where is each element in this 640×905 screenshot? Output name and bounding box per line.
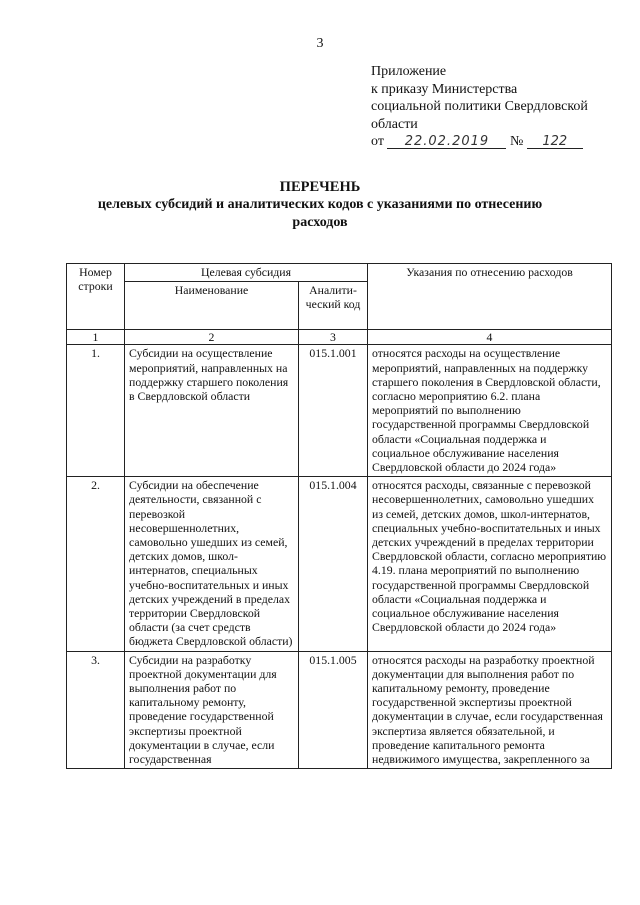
header-row-number: Номер строки (67, 264, 125, 330)
order-date-number-row (371, 133, 616, 151)
column-number-4: 4 (368, 330, 612, 345)
column-number-1: 1 (67, 330, 125, 345)
appendix-line-1: Приложение (371, 64, 447, 79)
row-number: 3. (67, 651, 125, 769)
expense-instructions: относятся расходы на разработку проектной документации для выполнения работ по капитальному ремонту, проведение государственной экспертизы проектной документации в случае, если государственная экспертиза является обязательной, и проведение капитального ремонта недвижимого имущества, закрепленного за (368, 651, 612, 769)
header-target-subsidy: Целевая субсидия (125, 264, 368, 282)
order-date-handwritten: 22.02.2019 (387, 135, 506, 149)
appendix-line-3: социальной политики Свердловской (371, 99, 588, 114)
subsidy-name: Субсидии на обеспечение деятельности, связанной с перевозкой несовершеннолетних, самовольно ушедших из семей, детских домов, школ-интернатов, специальных учебно-воспитательных и иных детских учреждений в пределах территории Свердловской области (за счет средств бюджета Свердловской области) (125, 477, 299, 651)
page-number: 3 (316, 36, 324, 51)
title-subtitle: целевых субсидий и аналитических кодов с указаниями по отнесению расходов (97, 197, 543, 230)
table-row (67, 651, 612, 769)
analytic-code: 015.1.001 (299, 345, 368, 477)
column-number-2: 2 (125, 330, 299, 345)
expense-instructions: относятся расходы на осуществление мероприятий, направленных на поддержку старшего поколения в Свердловской области, согласно мероприятию 6.2. плана мероприятий по выполнению государственной программы Свердловской области «Социальная поддержка и социальное обслуживание населения Свердловской области до 2024 года» (368, 345, 612, 477)
header-name: Наименование (125, 282, 299, 330)
row-number: 2. (67, 477, 125, 651)
column-number-3: 3 (299, 330, 368, 345)
table-row (67, 345, 612, 477)
from-label: от (371, 134, 384, 149)
header-instructions: Указания по отнесению расходов (368, 264, 612, 330)
analytic-code: 015.1.004 (299, 477, 368, 651)
appendix-line-2: к приказу Министерства (371, 81, 518, 97)
expense-instructions: относятся расходы, связанные с перевозкой несовершеннолетних, самовольно ушедших из семей, детских домов, школ-интернатов, специальных учебно-воспитательных и иных детских учреждений в пределах территории Свердловской области, согласно мероприятию 4.19. плана мероприятий по выполнению государственной программы Свердловской области «Социальная поддержка и социальное обслуживание населения Свердловской области до 2024 года» (368, 477, 612, 651)
subsidy-table (66, 263, 612, 769)
table-row (67, 477, 612, 651)
number-label: № (509, 134, 524, 149)
subsidy-name: Субсидии на осуществление мероприятий, направленных на поддержку старшего поколения в Свердловской области (125, 345, 299, 477)
document-title (70, 178, 570, 232)
title-heading: ПЕРЕЧЕНЬ (279, 179, 361, 195)
analytic-code: 015.1.005 (299, 651, 368, 769)
order-number-handwritten: 122 (527, 135, 583, 149)
appendix-block (371, 63, 616, 151)
appendix-line-4: области (371, 116, 418, 132)
subsidy-name: Субсидии на разработку проектной документации для выполнения работ по капитальному ремонту, проведение государственной экспертизы проектной документации в случае, если государственная (125, 651, 299, 769)
header-code: Аналити-ческий код (299, 282, 368, 330)
row-number: 1. (67, 345, 125, 477)
